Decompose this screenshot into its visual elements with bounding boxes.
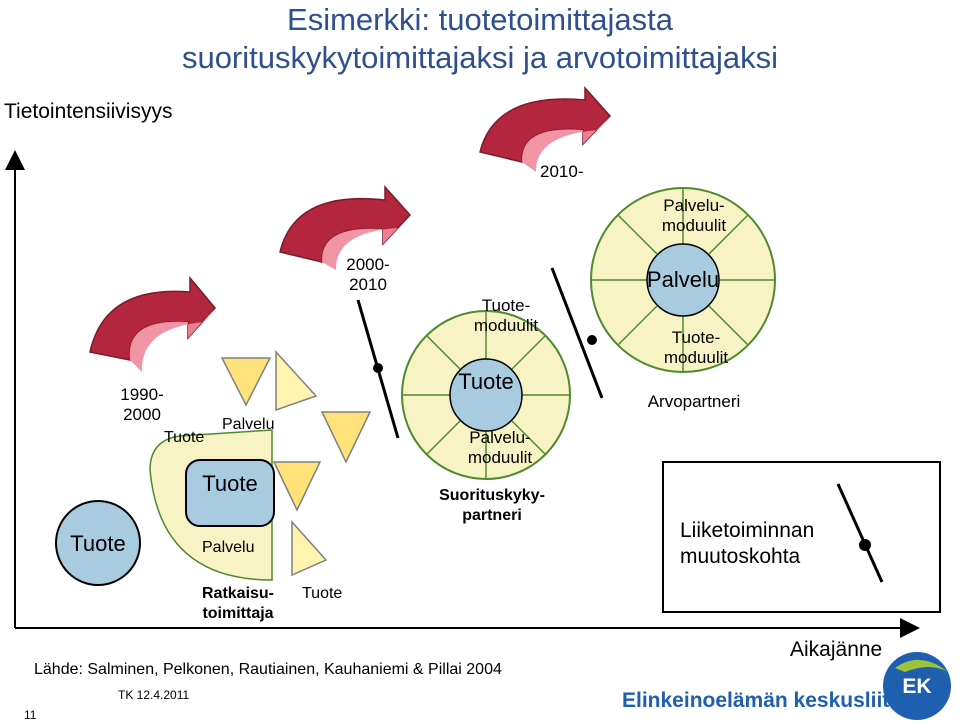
stage-4-top-line-1: Palvelu- [663,196,725,215]
stage-2-triangle [292,522,326,575]
stage-2-palvelu-bottom: Palvelu [202,539,255,556]
stage-3-top-line-2: moduulit [473,316,539,335]
x-axis-label: Aikajänne [790,638,883,661]
ek-logo-text: EK [902,675,932,698]
stage-2-tuote-triangles: Tuote [302,585,343,602]
stage-3-label-line-2: partneri [462,507,522,524]
stage-2-triangle [222,358,270,405]
arrow-to-stage-2 [90,278,215,372]
y-axis-label: Tietointensiivisyys [4,100,173,123]
stage-2-triangle [276,352,316,410]
source-citation: Lähde: Salminen, Pelkonen, Rautiainen, Kauhaniemi & Pillai 2004 [34,661,502,678]
stage-4-bottom-line-1: Tuote- [671,328,721,347]
arrow-to-stage-4 [480,88,610,172]
stage-4-top-line-2: moduulit [661,216,727,235]
footer-date: TK 12.4.2011 [118,688,190,702]
stage-1-product-label: Tuote [70,531,126,556]
stage-4-service-core-label: Palvelu [646,267,720,292]
stage-2-product-core-label: Tuote [202,471,258,496]
stage-2-group [150,352,370,580]
period-1-line-1: 1990- [120,385,164,404]
stage-3-product-core-label: Tuote [458,369,514,394]
title-line-2: suorituskykytoimittajaksi ja arvotoimittajaksi [181,40,779,75]
period-3: 2010- [540,162,584,181]
period-2-line-2: 2010 [349,275,387,294]
stage-2-label-line-1: Ratkaisu- [201,585,275,602]
legend-line-1: Liiketoiminnan [680,519,815,542]
stage-2-triangle [274,462,320,510]
legend-line-2: muutoskohta [680,545,801,568]
stage-3-top-line-1: Tuote- [481,296,531,315]
title-line-1: Esimerkki: tuotetoimittajasta [287,2,673,37]
stage-3-bottom-line-2: moduulit [467,448,533,467]
stage-4-bottom-line-2: moduulit [663,348,729,367]
footer-page-number: 11 [24,708,37,722]
stage-4-label: Arvopartneri [647,392,741,411]
stage-2-tuote-small: Tuote [164,429,205,446]
stage-2-palvelu-top: Palvelu [222,416,275,433]
stage-3-bottom-line-1: Palvelu- [469,428,531,447]
stage-3-label-line-1: Suorituskyky- [439,487,545,504]
period-2-line-1: 2000- [346,255,390,274]
period-1-line-2: 2000 [123,405,161,424]
stage-2-triangle [322,412,370,462]
stage-2-label-line-2: toimittaja [202,605,274,622]
footer-org-name: Elinkeinoelämän keskusliitto [622,689,910,712]
